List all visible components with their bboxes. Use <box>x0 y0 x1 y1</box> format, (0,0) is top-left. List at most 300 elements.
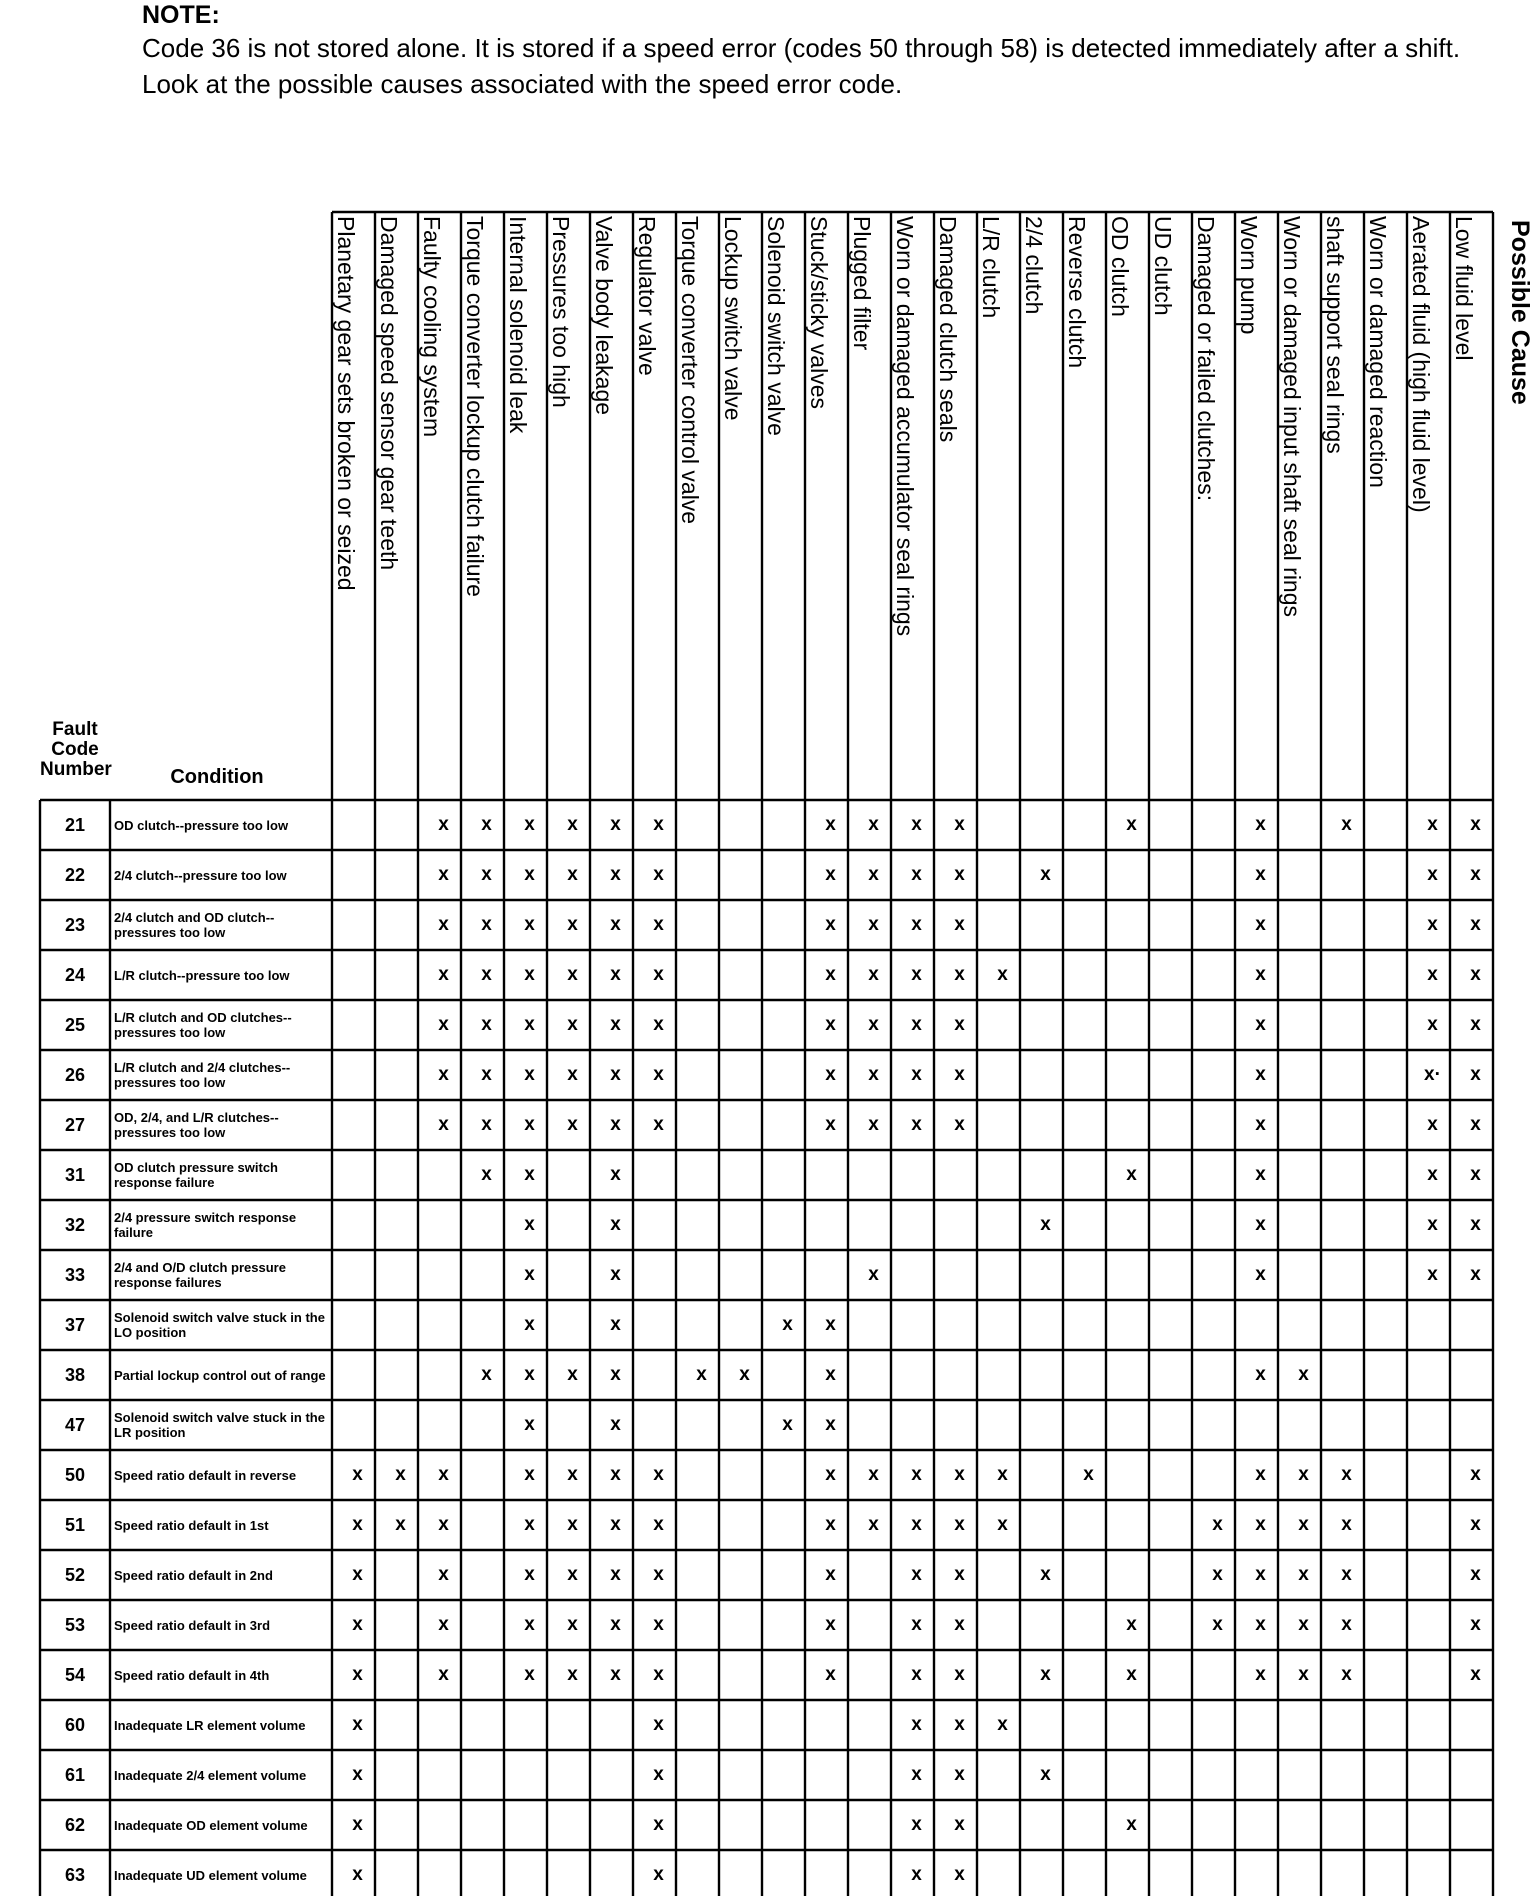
mark-cell <box>551 1150 594 1200</box>
condition-cell: 2/4 pressure switch response failure <box>114 1210 297 1240</box>
mark-cell <box>465 1700 508 1750</box>
cause-column-label: Worn or damaged reaction <box>1365 216 1391 488</box>
mark-cell <box>1024 900 1067 950</box>
mark-cell: x <box>825 814 836 835</box>
mark-cell <box>1411 1300 1454 1350</box>
mark-cell: x <box>825 964 836 985</box>
mark-cell: x <box>825 1364 836 1385</box>
mark-cell: x <box>1470 1214 1481 1235</box>
mark-cell <box>1153 1600 1196 1650</box>
mark-cell: x <box>524 1064 535 1085</box>
condition-cell: Speed ratio default in 2nd <box>114 1567 273 1583</box>
mark-cell <box>422 1850 465 1900</box>
mark-cell: x <box>567 1664 578 1685</box>
mark-cell <box>1325 1100 1368 1150</box>
mark-cell <box>723 850 766 900</box>
mark-cell <box>680 950 723 1000</box>
mark-cell <box>1153 1850 1196 1900</box>
mark-cell <box>336 1100 379 1150</box>
mark-cell: x <box>1470 864 1481 885</box>
cause-column-label: Aerated fluid (high fluid level) <box>1408 216 1434 513</box>
mark-cell: x <box>825 1614 836 1635</box>
mark-cell: x <box>868 1514 879 1535</box>
mark-cell <box>1411 1350 1454 1400</box>
mark-cell: x <box>524 1114 535 1135</box>
mark-cell <box>1067 1300 1110 1350</box>
mark-cell <box>1110 1300 1153 1350</box>
mark-cell <box>465 1750 508 1800</box>
mark-cell <box>1024 1400 1067 1450</box>
mark-cell: x <box>868 964 879 985</box>
mark-cell <box>465 1400 508 1450</box>
mark-cell <box>1110 1750 1153 1800</box>
table-row <box>40 950 1497 1000</box>
mark-cell <box>981 1650 1024 1700</box>
mark-cell <box>1239 1300 1282 1350</box>
mark-cell <box>594 1800 637 1850</box>
mark-cell: x <box>653 1114 664 1135</box>
mark-cell <box>895 1150 938 1200</box>
mark-cell <box>1368 1100 1411 1150</box>
mark-cell <box>1067 1600 1110 1650</box>
mark-cell <box>1067 1700 1110 1750</box>
mark-cell: x <box>1255 1364 1266 1385</box>
mark-cell <box>1325 1300 1368 1350</box>
mark-cell <box>809 1850 852 1900</box>
cause-column-label: 2/4 clutch <box>1021 216 1047 315</box>
cause-column-label: Worn pump <box>1236 216 1262 335</box>
mark-cell: x <box>438 1114 449 1135</box>
table-row <box>40 1350 1497 1400</box>
mark-cell: x <box>567 1064 578 1085</box>
mark-cell <box>1282 1200 1325 1250</box>
mark-cell: x <box>352 1564 363 1585</box>
mark-cell <box>1411 1650 1454 1700</box>
mark-cell: x <box>954 864 965 885</box>
mark-cell: x <box>739 1364 750 1385</box>
mark-cell <box>1325 1250 1368 1300</box>
mark-cell: x <box>653 1514 664 1535</box>
mark-cell: x <box>352 1614 363 1635</box>
condition-cell: OD clutch--pressure too low <box>114 817 289 833</box>
mark-cell: x <box>653 964 664 985</box>
mark-cell: x <box>997 1714 1008 1735</box>
table-row <box>40 1750 1497 1800</box>
mark-cell <box>1239 1700 1282 1750</box>
mark-cell: x <box>954 914 965 935</box>
mark-cell: x <box>1427 1164 1438 1185</box>
mark-cell <box>1454 1700 1497 1750</box>
mark-cell <box>1196 1450 1239 1500</box>
mark-cell: x <box>653 1564 664 1585</box>
mark-cell: x <box>653 1614 664 1635</box>
mark-cell <box>422 1350 465 1400</box>
mark-cell <box>422 1750 465 1800</box>
mark-cell: x <box>567 1614 578 1635</box>
mark-cell <box>809 1150 852 1200</box>
mark-cell: x <box>825 1314 836 1335</box>
mark-cell <box>637 1150 680 1200</box>
mark-cell: x <box>997 964 1008 985</box>
mark-cell <box>1153 1750 1196 1800</box>
mark-cell <box>594 1850 637 1900</box>
mark-cell: x <box>911 1864 922 1885</box>
mark-cell <box>1368 1500 1411 1550</box>
mark-cell <box>336 800 379 850</box>
mark-cell: x <box>610 1564 621 1585</box>
mark-cell <box>1110 1550 1153 1600</box>
fault-code-cell: 63 <box>64 1864 86 1885</box>
mark-cell <box>422 1300 465 1350</box>
mark-cell: x <box>868 914 879 935</box>
mark-cell <box>1368 950 1411 1000</box>
mark-cell <box>508 1800 551 1850</box>
mark-cell: x <box>352 1814 363 1835</box>
mark-cell: x <box>653 1664 664 1685</box>
condition-cell: Inadequate UD element volume <box>114 1867 307 1883</box>
mark-cell <box>1153 800 1196 850</box>
mark-cell <box>766 900 809 950</box>
condition-cell: 2/4 clutch and OD clutch--pressures too low <box>114 910 275 940</box>
mark-cell <box>379 1750 422 1800</box>
mark-cell <box>1153 1050 1196 1100</box>
mark-cell <box>852 1850 895 1900</box>
mark-cell: x <box>825 1664 836 1685</box>
mark-cell: x <box>524 1014 535 1035</box>
mark-cell: x <box>1427 864 1438 885</box>
mark-cell: x <box>352 1764 363 1785</box>
mark-cell: x <box>481 914 492 935</box>
mark-cell <box>680 1150 723 1200</box>
mark-cell <box>1282 1300 1325 1350</box>
fault-code-cell: 61 <box>64 1764 86 1785</box>
mark-cell <box>1110 1200 1153 1250</box>
mark-cell: x <box>567 1514 578 1535</box>
cause-column-label: Low fluid level <box>1451 216 1477 361</box>
cause-column-label: Reverse clutch <box>1064 216 1090 369</box>
condition-cell: Inadequate OD element volume <box>114 1817 308 1833</box>
mark-cell: x <box>567 1364 578 1385</box>
mark-cell <box>1282 1100 1325 1150</box>
mark-cell: x <box>1255 1014 1266 1035</box>
mark-cell <box>1325 1800 1368 1850</box>
mark-cell <box>1368 800 1411 850</box>
mark-cell <box>1024 1050 1067 1100</box>
mark-cell <box>1196 1400 1239 1450</box>
mark-cell <box>1282 800 1325 850</box>
mark-cell <box>336 1150 379 1200</box>
mark-cell <box>1282 950 1325 1000</box>
mark-cell <box>1196 1800 1239 1850</box>
mark-cell: x <box>567 864 578 885</box>
mark-cell <box>1454 1350 1497 1400</box>
mark-cell <box>379 1550 422 1600</box>
mark-cell: x <box>868 1264 879 1285</box>
mark-cell: x <box>1255 1564 1266 1585</box>
mark-cell <box>422 1250 465 1300</box>
mark-cell: x <box>610 1364 621 1385</box>
mark-cell: x <box>610 1164 621 1185</box>
condition-cell: OD clutch pressure switch response failure <box>114 1160 278 1190</box>
mark-cell <box>981 1750 1024 1800</box>
fault-code-cell: 21 <box>64 814 86 835</box>
fault-code-cell: 54 <box>64 1664 86 1685</box>
mark-cell: x <box>911 1564 922 1585</box>
mark-cell: x <box>954 964 965 985</box>
table-row <box>40 1500 1497 1550</box>
cause-column-label: Worn or damaged accumulator seal rings <box>892 216 918 637</box>
mark-cell <box>336 1000 379 1050</box>
mark-cell <box>1067 1000 1110 1050</box>
mark-cell <box>680 1200 723 1250</box>
mark-cell <box>1067 1200 1110 1250</box>
cause-column-label: shaft support seal rings <box>1322 216 1348 454</box>
mark-cell: x <box>481 964 492 985</box>
fault-code-cell: 22 <box>64 864 86 885</box>
mark-cell <box>723 800 766 850</box>
mark-cell <box>336 900 379 950</box>
mark-cell <box>981 850 1024 900</box>
mark-cell: x <box>1040 1664 1051 1685</box>
mark-cell: x <box>1255 1514 1266 1535</box>
mark-cell <box>1196 800 1239 850</box>
mark-cell <box>1282 1750 1325 1800</box>
mark-cell: x <box>524 1264 535 1285</box>
mark-cell <box>1110 1500 1153 1550</box>
mark-cell <box>1368 1250 1411 1300</box>
cause-column-label: Valve body leakage <box>591 216 617 416</box>
fault-code-header: Fault Code Number <box>40 719 112 780</box>
mark-cell <box>1024 1000 1067 1050</box>
mark-cell <box>723 1600 766 1650</box>
fault-code-cell: 52 <box>64 1564 86 1585</box>
mark-cell: x <box>1040 1214 1051 1235</box>
table-row <box>40 1800 1497 1850</box>
mark-cell <box>1368 1050 1411 1100</box>
mark-cell: x <box>825 1414 836 1435</box>
mark-cell <box>1067 900 1110 950</box>
mark-cell <box>1024 1450 1067 1500</box>
mark-cell <box>1454 1300 1497 1350</box>
mark-cell: x <box>438 1564 449 1585</box>
mark-cell <box>637 1200 680 1250</box>
mark-cell <box>680 800 723 850</box>
mark-cell: x <box>610 1014 621 1035</box>
mark-cell: x <box>653 814 664 835</box>
table-row <box>40 1000 1497 1050</box>
mark-cell <box>1411 1400 1454 1450</box>
mark-cell <box>1067 1850 1110 1900</box>
mark-cell <box>594 1700 637 1750</box>
mark-cell <box>1325 1850 1368 1900</box>
condition-cell: Inadequate LR element volume <box>114 1717 306 1733</box>
mark-cell: x <box>1427 1014 1438 1035</box>
mark-cell <box>379 1700 422 1750</box>
mark-cell: x <box>1470 1564 1481 1585</box>
mark-cell <box>1196 1250 1239 1300</box>
mark-cell: x <box>653 1814 664 1835</box>
mark-cell <box>1153 900 1196 950</box>
mark-cell <box>379 1350 422 1400</box>
mark-cell <box>1282 1800 1325 1850</box>
mark-cell <box>1196 1150 1239 1200</box>
table-row <box>40 1600 1497 1650</box>
mark-cell <box>766 1200 809 1250</box>
mark-cell <box>938 1150 981 1200</box>
mark-cell <box>1282 1000 1325 1050</box>
mark-cell <box>379 1250 422 1300</box>
mark-cell <box>1153 1250 1196 1300</box>
mark-cell: x <box>438 1014 449 1035</box>
mark-cell <box>1153 1100 1196 1150</box>
mark-cell <box>766 1350 809 1400</box>
mark-cell <box>1282 1850 1325 1900</box>
mark-cell: x <box>954 1714 965 1735</box>
mark-cell <box>981 1050 1024 1100</box>
condition-cell: Partial lockup control out of range <box>114 1367 326 1383</box>
note-text: Code 36 is not stored alone. It is stored if a speed error (codes 50 through 58) is detected immediately after a shift. Look at the possible causes associated with the speed error code. <box>142 33 1461 99</box>
mark-cell <box>766 1700 809 1750</box>
mark-cell <box>1196 1850 1239 1900</box>
mark-cell <box>1153 1800 1196 1850</box>
mark-cell <box>723 1800 766 1850</box>
mark-cell: x <box>997 1464 1008 1485</box>
mark-cell <box>551 1400 594 1450</box>
mark-cell <box>766 1150 809 1200</box>
mark-cell: x <box>1427 814 1438 835</box>
mark-cell <box>1196 1100 1239 1150</box>
mark-cell <box>1196 1300 1239 1350</box>
mark-cell <box>1454 1850 1497 1900</box>
mark-cell: x <box>653 864 664 885</box>
mark-cell: x <box>825 1514 836 1535</box>
mark-cell <box>637 1300 680 1350</box>
mark-cell <box>1024 950 1067 1000</box>
mark-cell <box>895 1350 938 1400</box>
mark-cell <box>1153 1400 1196 1450</box>
mark-cell <box>1024 1700 1067 1750</box>
mark-cell <box>1368 900 1411 950</box>
condition-cell: Solenoid switch valve stuck in the LO position <box>114 1310 325 1340</box>
mark-cell: x <box>438 1064 449 1085</box>
mark-cell <box>766 1750 809 1800</box>
mark-cell <box>981 900 1024 950</box>
mark-cell: x <box>653 1464 664 1485</box>
mark-cell <box>981 1200 1024 1250</box>
cause-column-label: Torque converter control valve <box>677 216 703 525</box>
mark-cell: x <box>1126 1164 1137 1185</box>
mark-cell <box>465 1600 508 1650</box>
mark-cell <box>1067 1050 1110 1100</box>
mark-cell: x <box>1255 1114 1266 1135</box>
mark-cell <box>551 1800 594 1850</box>
mark-cell <box>1024 1300 1067 1350</box>
mark-cell <box>938 1200 981 1250</box>
mark-cell <box>336 850 379 900</box>
condition-cell: L/R clutch and 2/4 clutches--pressures too low <box>114 1060 291 1090</box>
mark-cell <box>680 1500 723 1550</box>
mark-cell: x <box>610 814 621 835</box>
mark-cell <box>981 1550 1024 1600</box>
mark-cell: x <box>911 1114 922 1135</box>
fault-code-cell: 26 <box>64 1064 86 1085</box>
mark-cell: x <box>653 1764 664 1785</box>
mark-cell: x <box>438 914 449 935</box>
mark-cell <box>1196 1700 1239 1750</box>
mark-cell <box>1067 1350 1110 1400</box>
mark-cell: x <box>1255 1464 1266 1485</box>
mark-cell <box>1325 1200 1368 1250</box>
mark-cell <box>1196 950 1239 1000</box>
mark-cell <box>766 800 809 850</box>
mark-cell <box>1067 1100 1110 1150</box>
mark-cell <box>766 1850 809 1900</box>
mark-cell <box>809 1800 852 1850</box>
mark-cell: x <box>524 1164 535 1185</box>
mark-cell: x <box>954 1114 965 1135</box>
mark-cell: x <box>1427 1214 1438 1235</box>
mark-cell <box>1411 1850 1454 1900</box>
mark-cell <box>1024 1800 1067 1850</box>
mark-cell: x <box>438 964 449 985</box>
mark-cell: x <box>1040 864 1051 885</box>
mark-cell <box>1411 1500 1454 1550</box>
mark-cell: x <box>1126 1664 1137 1685</box>
table-row <box>40 1700 1497 1750</box>
mark-cell <box>766 1000 809 1050</box>
mark-cell <box>637 1250 680 1300</box>
mark-cell <box>723 1650 766 1700</box>
mark-cell <box>809 1750 852 1800</box>
mark-cell: x <box>395 1464 406 1485</box>
mark-cell: x <box>1341 1464 1352 1485</box>
mark-cell: x <box>1427 914 1438 935</box>
mark-cell <box>1411 1750 1454 1800</box>
fault-code-cell: 50 <box>64 1464 86 1485</box>
mark-cell <box>551 1750 594 1800</box>
mark-cell <box>1024 1350 1067 1400</box>
mark-cell <box>465 1200 508 1250</box>
mark-cell <box>1325 1000 1368 1050</box>
mark-cell: x <box>653 1864 664 1885</box>
mark-cell <box>1325 1750 1368 1800</box>
mark-cell <box>852 1350 895 1400</box>
cause-column-label: UD clutch <box>1150 216 1176 316</box>
mark-cell <box>1325 1050 1368 1100</box>
condition-cell: 2/4 clutch--pressure too low <box>114 867 287 883</box>
mark-cell: x <box>1126 814 1137 835</box>
mark-cell <box>680 1050 723 1100</box>
mark-cell <box>637 1350 680 1400</box>
mark-cell <box>1196 900 1239 950</box>
mark-cell <box>508 1700 551 1750</box>
mark-cell <box>551 1300 594 1350</box>
mark-cell <box>379 1150 422 1200</box>
mark-cell: x <box>1255 864 1266 885</box>
fault-code-cell: 60 <box>64 1714 86 1735</box>
mark-cell: x <box>1427 1264 1438 1285</box>
mark-cell <box>336 1200 379 1250</box>
mark-cell <box>422 1700 465 1750</box>
mark-cell <box>723 1700 766 1750</box>
mark-cell: x <box>610 1064 621 1085</box>
mark-cell: x <box>868 1114 879 1135</box>
mark-cell <box>723 1100 766 1150</box>
mark-cell <box>379 900 422 950</box>
mark-cell: x <box>653 914 664 935</box>
mark-cell: x <box>1470 914 1481 935</box>
mark-cell: x <box>438 814 449 835</box>
